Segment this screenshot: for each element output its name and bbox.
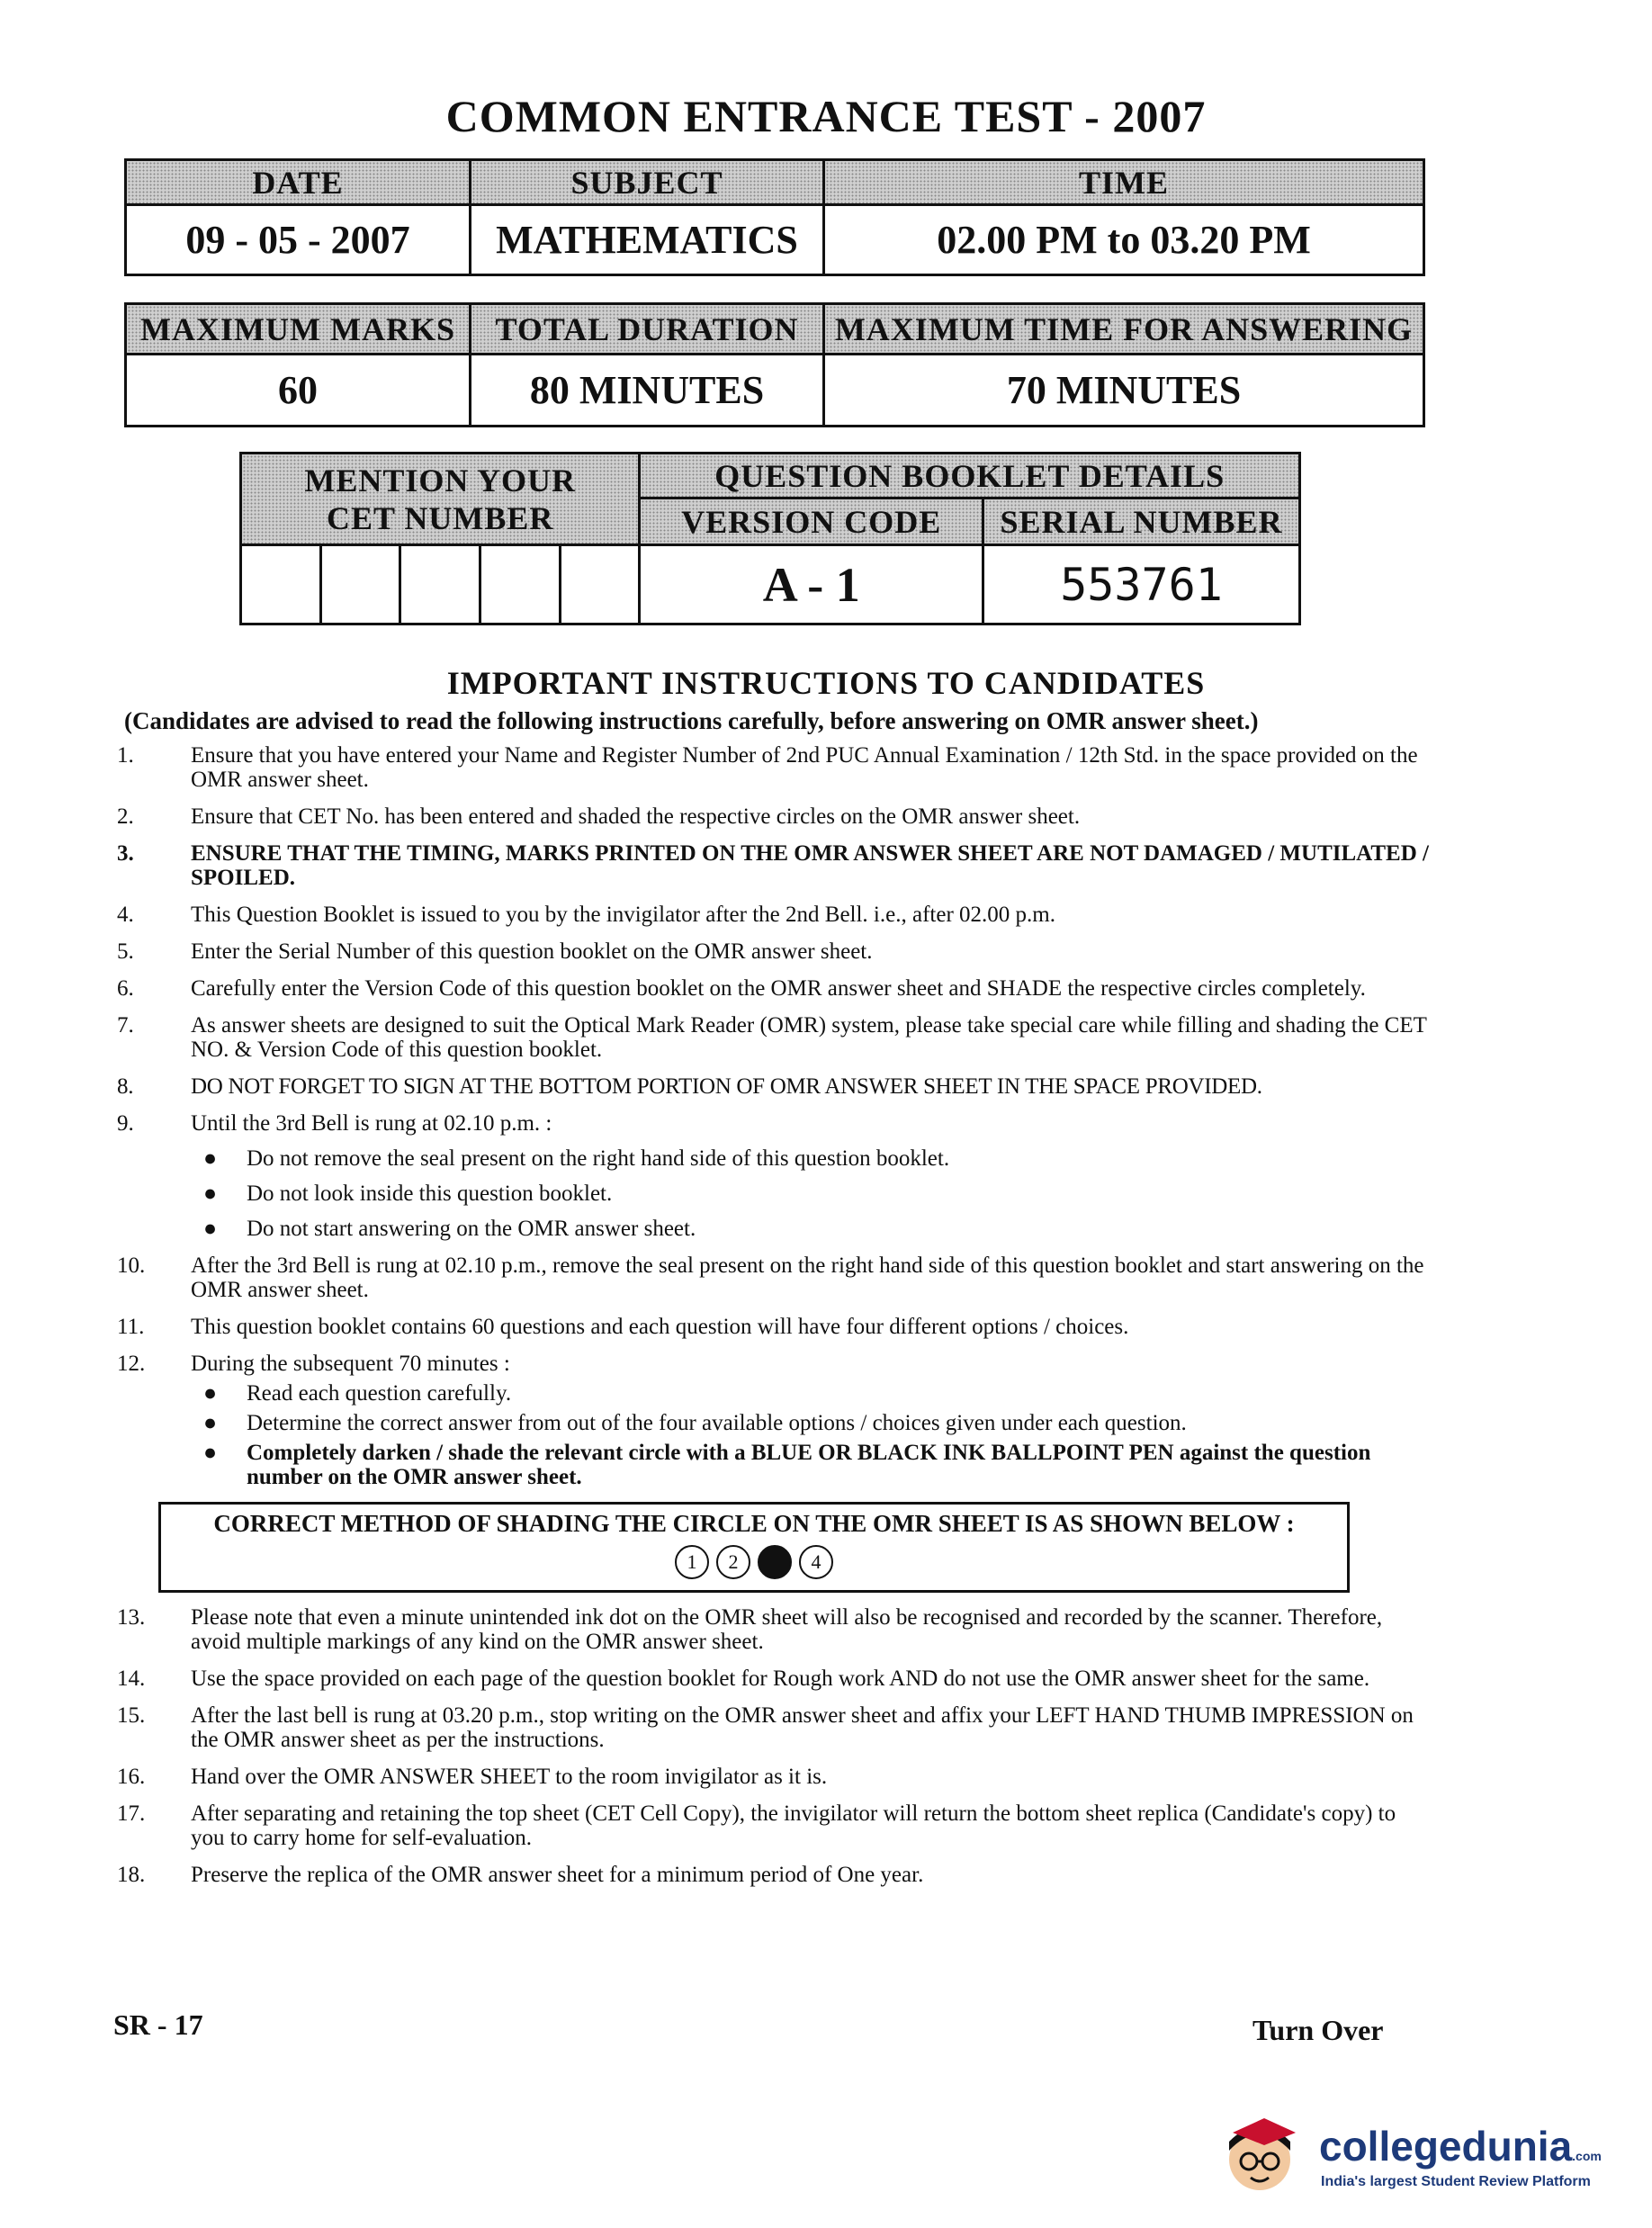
bullet-icon: ● — [203, 1411, 218, 1435]
answer-time-label: MAXIMUM TIME FOR ANSWERING — [824, 304, 1424, 355]
item-text: DO NOT FORGET TO SIGN AT THE BOTTOM PORTION OF OMR ANSWER SHEET IN THE SPACE PROVIDED. — [191, 1074, 1262, 1099]
option-circle-4: 4 — [799, 1545, 833, 1579]
list-item — [117, 1111, 1431, 1241]
cet-number-box[interactable] — [320, 545, 400, 624]
bullet-icon: ● — [203, 1441, 218, 1465]
item-number: 6. — [117, 976, 134, 1001]
bullet-icon: ● — [203, 1381, 218, 1406]
cet-number-box[interactable] — [560, 545, 640, 624]
list-item — [117, 804, 1431, 829]
list-item — [117, 841, 1431, 890]
item-number: 17. — [117, 1801, 146, 1826]
bullet-text: Completely darken / shade the relevant circle with a BLUE OR BLACK INK BALLPOINT PEN against the question number on the OMR answer sheet. — [247, 1441, 1371, 1489]
list-item — [117, 1801, 1431, 1850]
sub-bullet — [191, 1441, 1431, 1489]
bullet-icon: ● — [203, 1146, 218, 1171]
logo-wordmark — [1319, 2122, 1602, 2170]
item-text: Carefully enter the Version Code of this question booklet on the OMR answer sheet and SHADE the respective circles completely. — [191, 976, 1366, 1001]
list-item — [117, 1863, 1431, 1887]
item-text: Hand over the OMR ANSWER SHEET to the room invigilator as it is. — [191, 1765, 828, 1789]
logo-suffix: .com — [1572, 2149, 1602, 2163]
item-number: 4. — [117, 903, 134, 927]
option-circle-filled — [758, 1545, 792, 1579]
item-number: 11. — [117, 1315, 145, 1339]
item-text: Ensure that you have entered your Name and Register Number of 2nd PUC Annual Examination / 12th Std. in the space provided on the OMR answer sheet. — [191, 743, 1418, 792]
item-text: After separating and retaining the top sheet (CET Cell Copy), the invigilator will return the bottom sheet replica (Candidate's copy) to you to carry home for self-evaluation. — [191, 1801, 1396, 1850]
item-text: During the subsequent 70 minutes : — [191, 1352, 510, 1376]
cet-number-box[interactable] — [480, 545, 561, 624]
cet-number-box[interactable] — [241, 545, 321, 624]
item-number: 16. — [117, 1765, 146, 1789]
item-number: 8. — [117, 1074, 134, 1099]
bullet-text: Read each question carefully. — [247, 1381, 512, 1406]
list-item — [117, 1765, 1431, 1789]
shading-method-box — [158, 1502, 1350, 1593]
item-text: Ensure that CET No. has been entered and shaded the respective circles on the OMR answer sheet. — [191, 804, 1081, 829]
sub-bullet — [191, 1381, 1431, 1406]
version-code-value: A - 1 — [640, 545, 983, 624]
item-number: 9. — [117, 1111, 134, 1136]
item-text: ENSURE THAT THE TIMING, MARKS PRINTED ON THE OMR ANSWER SHEET ARE NOT DAMAGED / MUTILATED / SPOILED. — [191, 841, 1429, 890]
item-text: This Question Booklet is issued to you by the invigilator after the 2nd Bell. i.e., after 02.00 p.m. — [191, 903, 1055, 927]
bullet-text: Do not remove the seal present on the right hand side of this question booklet. — [247, 1146, 950, 1171]
bullet-text: Do not start answering on the OMR answer sheet. — [247, 1217, 696, 1241]
booklet-code: SR - 17 — [113, 2008, 203, 2041]
item-number: 13. — [117, 1605, 146, 1630]
exam-time: 02.00 PM to 03.20 PM — [824, 205, 1424, 275]
instructions-list — [117, 743, 1431, 1900]
list-item — [117, 1253, 1431, 1302]
bullet-icon: ● — [203, 1181, 218, 1206]
item-text: Use the space provided on each page of the question booklet for Rough work AND do not use the OMR answer sheet for the same. — [191, 1667, 1370, 1691]
item-number: 15. — [117, 1703, 146, 1728]
cet-label-line2: CET NUMBER — [326, 499, 554, 536]
option-circle-1: 1 — [675, 1545, 709, 1579]
item-text: After the last bell is rung at 03.20 p.m., stop writing on the OMR answer sheet and affix your LEFT HAND THUMB IMPRESSION on the OMR answer sheet as per the instructions. — [191, 1703, 1414, 1752]
serial-number-label: SERIAL NUMBER — [983, 499, 1300, 545]
exam-info-table — [124, 158, 1425, 276]
sub-bullet — [191, 1146, 1431, 1171]
duration-label: TOTAL DURATION — [471, 304, 824, 355]
item-number: 2. — [117, 804, 134, 829]
cet-number-label — [241, 454, 640, 545]
list-item — [117, 1667, 1431, 1691]
date-label: DATE — [126, 160, 471, 205]
logo-tagline: India's largest Student Review Platform — [1321, 2174, 1591, 2189]
item-number: 12. — [117, 1352, 146, 1376]
shading-method-title: CORRECT METHOD OF SHADING THE CIRCLE ON THE OMR SHEET IS AS SHOWN BELOW : — [213, 1510, 1295, 1537]
time-label: TIME — [824, 160, 1424, 205]
page-title: COMMON ENTRANCE TEST - 2007 — [445, 91, 1207, 141]
list-item — [117, 743, 1431, 792]
cet-label-line1: MENTION YOUR — [304, 462, 577, 499]
item-number: 5. — [117, 939, 134, 964]
student-mascot-icon — [1215, 2106, 1305, 2205]
list-item — [117, 1074, 1431, 1099]
subject-label: SUBJECT — [471, 160, 824, 205]
bullet-text: Determine the correct answer from out of the four available options / choices given under each question. — [247, 1411, 1187, 1435]
exam-subject: MATHEMATICS — [471, 205, 824, 275]
item-number: 7. — [117, 1013, 134, 1038]
list-item — [117, 903, 1431, 927]
sub-bullet — [191, 1181, 1431, 1206]
item-text: Until the 3rd Bell is rung at 02.10 p.m. : — [191, 1111, 552, 1136]
list-item — [117, 1703, 1431, 1752]
cet-number-box[interactable] — [400, 545, 480, 624]
booklet-details-label: QUESTION BOOKLET DETAILS — [640, 454, 1300, 499]
item-number: 14. — [117, 1667, 146, 1691]
serial-number-value: 553761 — [983, 545, 1300, 624]
max-marks-label: MAXIMUM MARKS — [126, 304, 471, 355]
option-circle-2: 2 — [716, 1545, 750, 1579]
sub-bullet — [191, 1411, 1431, 1435]
item-text: This question booklet contains 60 questions and each question will have four different options / choices. — [191, 1315, 1129, 1339]
list-item — [117, 976, 1431, 1001]
item-text: As answer sheets are designed to suit the Optical Mark Reader (OMR) system, please take special care while filling and shading the CET NO. & Version Code of this question booklet. — [191, 1013, 1427, 1062]
item-text: After the 3rd Bell is rung at 02.10 p.m., remove the seal present on the right hand side of this question booklet and start answering on the OMR answer sheet. — [191, 1253, 1424, 1302]
list-item — [117, 1315, 1431, 1339]
shading-example — [175, 1545, 1333, 1579]
exam-date: 09 - 05 - 2007 — [126, 205, 471, 275]
instructions-subheading: (Candidates are advised to read the following instructions carefully, before answering on OMR answer sheet.) — [124, 707, 1259, 734]
item-text: Preserve the replica of the OMR answer sheet for a minimum period of One year. — [191, 1863, 924, 1887]
item-number: 10. — [117, 1253, 146, 1278]
list-item — [117, 939, 1431, 964]
instructions-heading: IMPORTANT INSTRUCTIONS TO CANDIDATES — [446, 665, 1206, 701]
answer-time-value: 70 MINUTES — [824, 355, 1424, 427]
marks-table — [124, 302, 1425, 427]
list-item — [117, 1605, 1431, 1654]
booklet-table — [239, 452, 1301, 625]
turn-over-label: Turn Over — [1252, 2014, 1384, 2046]
version-code-label: VERSION CODE — [640, 499, 983, 545]
item-number: 3. — [117, 841, 134, 866]
list-item — [117, 1352, 1431, 1489]
item-number: 18. — [117, 1863, 146, 1887]
duration-value: 80 MINUTES — [471, 355, 824, 427]
item-text: Enter the Serial Number of this question booklet on the OMR answer sheet. — [191, 939, 873, 964]
collegedunia-logo — [1215, 2106, 1611, 2205]
list-item — [117, 1013, 1431, 1062]
sub-bullet — [191, 1217, 1431, 1241]
item-text: Please note that even a minute unintended ink dot on the OMR sheet will also be recognised and recorded by the scanner. Therefore, avoid multiple markings of any kind on the OMR answer sheet. — [191, 1605, 1383, 1654]
item-number: 1. — [117, 743, 134, 768]
logo-name-text: collegedunia — [1319, 2123, 1573, 2170]
bullet-text: Do not look inside this question booklet. — [247, 1181, 613, 1206]
bullet-icon: ● — [203, 1217, 218, 1241]
max-marks-value: 60 — [126, 355, 471, 427]
